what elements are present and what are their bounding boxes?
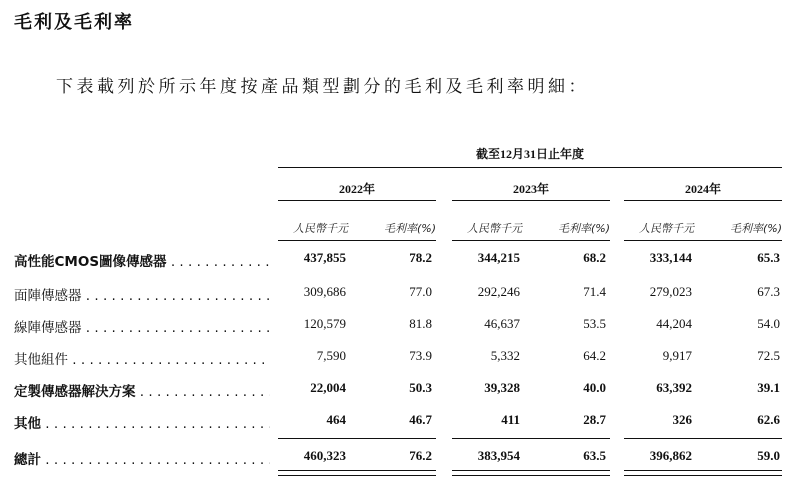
row-label: 高性能CMOS圖像傳感器 . . . [14, 250, 270, 270]
amount-header-2023: 人民幣千元 [467, 222, 522, 235]
amount-2022: 120,579 [303, 316, 346, 331]
amount-2023: 411 [501, 412, 520, 427]
amount-2023: 383,954 [477, 448, 520, 463]
row-label: 其他組件 . . . [14, 348, 270, 368]
year-rule-2023 [452, 200, 610, 201]
amount-2024: 9,917 [662, 348, 692, 363]
margin-2022: 50.3 [409, 380, 432, 395]
margin-2024: 54.0 [757, 316, 780, 331]
total-double-rule-2023 [452, 470, 610, 476]
subheader-rule-2024 [624, 240, 782, 241]
row-label: 其他 . . . [14, 412, 270, 432]
margin-2022: 78.2 [409, 250, 432, 265]
margin-2024: 39.1 [757, 380, 780, 395]
margin-header-2022: 毛利率(%) [383, 222, 436, 235]
amount-2023: 46,637 [484, 316, 520, 331]
margin-2023: 71.4 [583, 284, 606, 299]
amount-header-2022: 人民幣千元 [293, 222, 348, 235]
margin-2024: 67.3 [757, 284, 780, 299]
amount-2023: 344,215 [477, 250, 520, 265]
row-label: 線陣傳感器 . . . [14, 316, 270, 336]
amount-2022: 464 [326, 412, 346, 427]
year-rule-2022 [278, 200, 436, 201]
total-double-rule-2024 [624, 470, 782, 476]
total-double-rule-2022 [278, 470, 436, 476]
row-label: 總計 . . . [14, 448, 270, 468]
intro-text: 下表載列於所示年度按產品類型劃分的毛利及毛利率明細： [56, 77, 589, 97]
table-row [0, 348, 800, 368]
margin-2024: 65.3 [757, 250, 780, 265]
amount-2024: 396,862 [649, 448, 692, 463]
year-header-2024: 2024年 [684, 182, 721, 196]
row-label: 面陣傳感器 . . . [14, 284, 270, 304]
amount-2022: 309,686 [303, 284, 346, 299]
table-row [0, 284, 800, 304]
margin-2022: 81.8 [409, 316, 432, 331]
row-label: 定製傳感器解決方案 . . . [14, 380, 270, 400]
amount-2024: 63,392 [656, 380, 692, 395]
period-rule [278, 167, 782, 168]
margin-2022: 73.9 [409, 348, 432, 363]
table-row [0, 412, 800, 432]
year-header-2022: 2022年 [338, 182, 375, 196]
table-row [0, 380, 800, 400]
margin-2023: 63.5 [583, 448, 606, 463]
margin-2022: 77.0 [409, 284, 432, 299]
amount-2022: 22,004 [310, 380, 346, 395]
total-rule-2024 [624, 438, 782, 439]
margin-2024: 62.6 [757, 412, 780, 427]
amount-2022: 7,590 [316, 348, 346, 363]
amount-2024: 333,144 [649, 250, 692, 265]
table-row [0, 250, 800, 270]
margin-2022: 76.2 [409, 448, 432, 463]
table-row [0, 316, 800, 336]
margin-header-2023: 毛利率(%) [557, 222, 610, 235]
margin-2022: 46.7 [409, 412, 432, 427]
period-header: 截至12月31日止年度 [475, 147, 584, 161]
margin-2023: 64.2 [583, 348, 606, 363]
margin-2024: 59.0 [757, 448, 780, 463]
margin-header-2024: 毛利率(%) [729, 222, 782, 235]
margin-2023: 40.0 [583, 380, 606, 395]
margin-2023: 28.7 [583, 412, 606, 427]
subheader-rule-2022 [278, 240, 436, 241]
amount-2024: 279,023 [649, 284, 692, 299]
section-title: 毛利及毛利率 [14, 12, 134, 33]
margin-2024: 72.5 [757, 348, 780, 363]
amount-2022: 460,323 [303, 448, 346, 463]
table-row-total [0, 448, 800, 468]
margin-2023: 68.2 [583, 250, 606, 265]
subheader-rule-2023 [452, 240, 610, 241]
amount-2023: 5,332 [490, 348, 520, 363]
amount-2022: 437,855 [303, 250, 346, 265]
amount-header-2024: 人民幣千元 [639, 222, 694, 235]
amount-2024: 326 [672, 412, 692, 427]
total-rule-2023 [452, 438, 610, 439]
margin-2023: 53.5 [583, 316, 606, 331]
total-rule-2022 [278, 438, 436, 439]
amount-2023: 292,246 [477, 284, 520, 299]
year-rule-2024 [624, 200, 782, 201]
amount-2023: 39,328 [484, 380, 520, 395]
year-header-2023: 2023年 [512, 182, 549, 196]
amount-2024: 44,204 [656, 316, 692, 331]
